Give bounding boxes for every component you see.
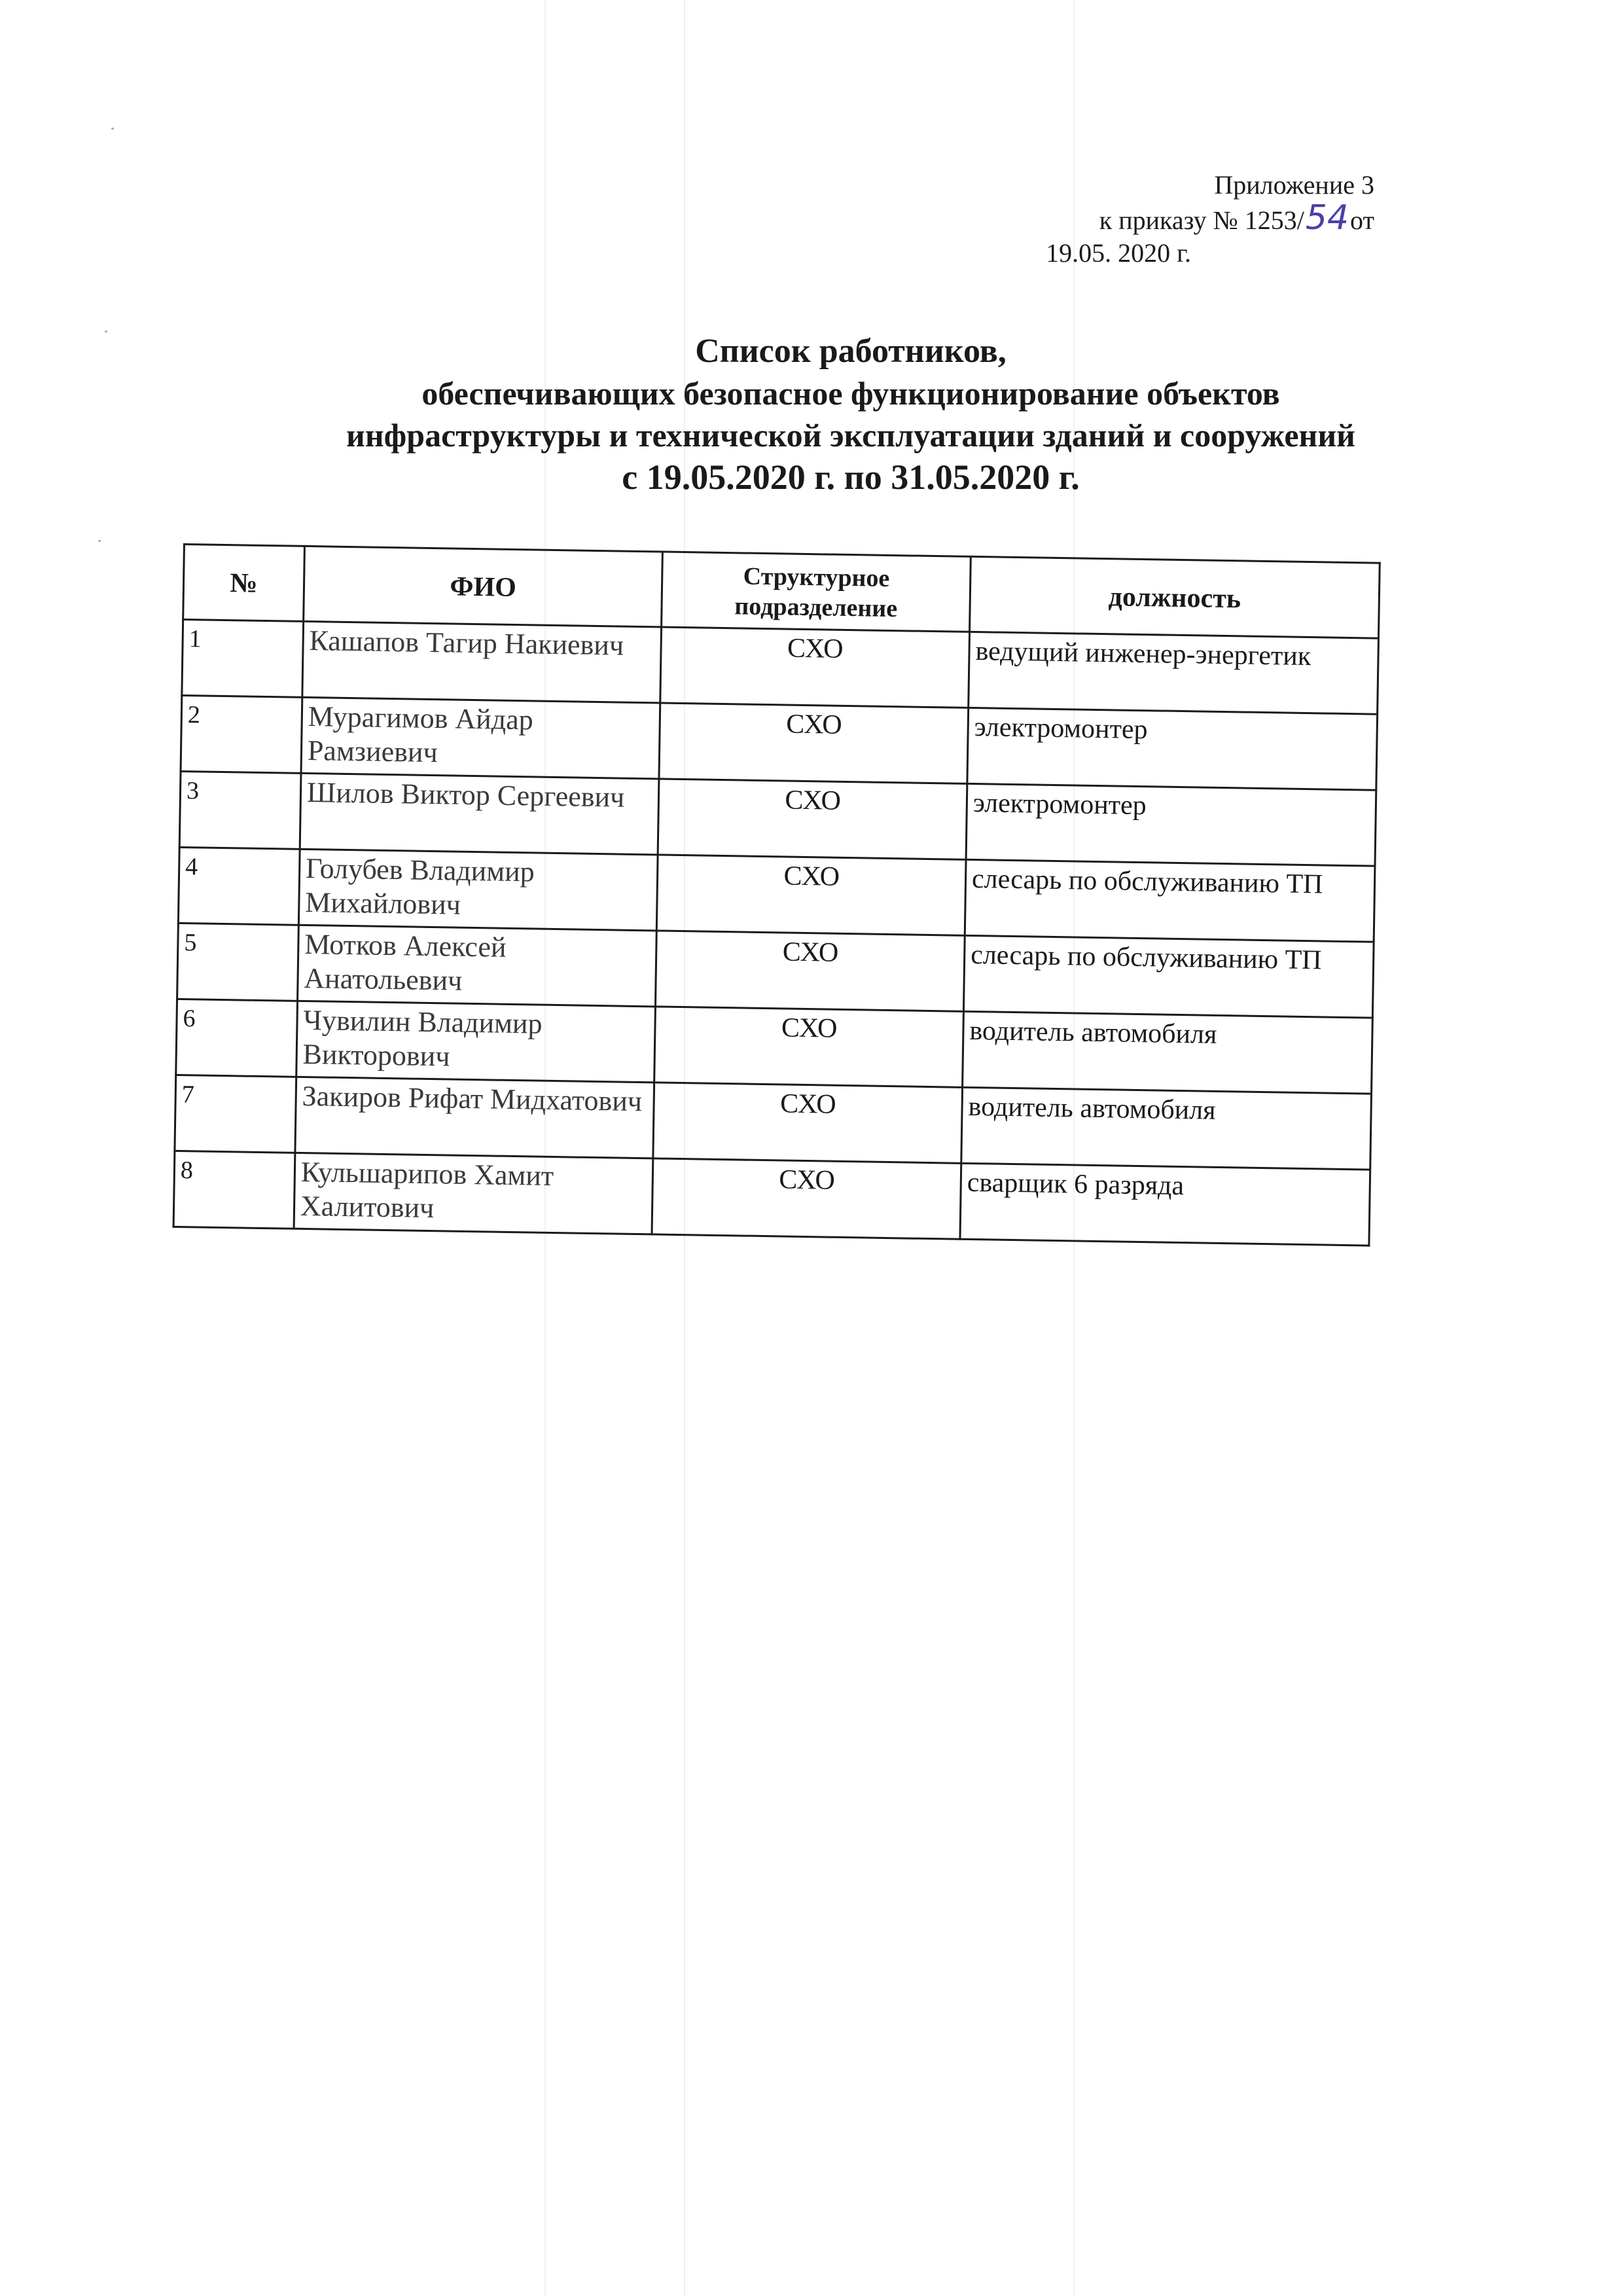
row-number: 8 xyxy=(173,1151,295,1229)
employee-name: Мотков Алексей Анатольевич xyxy=(297,925,656,1007)
employee-position: ведущий инженер-энергетик xyxy=(969,632,1379,714)
employee-position: водитель автомобиля xyxy=(963,1011,1373,1094)
header-department: Структурное подразделение xyxy=(662,552,971,632)
employee-position: водитель автомобиля xyxy=(961,1087,1372,1170)
employee-name: Шилов Виктор Сергеевич xyxy=(300,773,659,855)
employee-position: слесарь по обслуживанию ТП xyxy=(963,935,1374,1018)
title-line-3: инфраструктуры и технической эксплуатации зданий и сооружений xyxy=(346,417,1355,454)
row-number: 5 xyxy=(177,923,299,1001)
order-suffix: от xyxy=(1350,206,1374,235)
row-number: 6 xyxy=(176,999,298,1077)
title-period: с 19.05.2020 г. по 31.05.2020 г. xyxy=(622,457,1080,497)
employee-position: слесарь по обслуживанию ТП xyxy=(965,859,1375,942)
employee-name: Голубев Владимир Михайлович xyxy=(298,849,658,931)
order-handwritten-number: 54 xyxy=(1305,198,1349,238)
order-reference xyxy=(1046,198,1374,238)
row-number: 1 xyxy=(182,620,304,698)
employee-department: СХО xyxy=(657,855,966,935)
scan-speck xyxy=(98,540,101,542)
employee-department: СХО xyxy=(652,1158,961,1239)
row-number: 3 xyxy=(179,771,301,849)
employee-position: сварщик 6 разряда xyxy=(960,1163,1370,1246)
employee-name: Кульшарипов Хамит Халитович xyxy=(294,1153,653,1234)
employee-department: СХО xyxy=(659,703,968,783)
employee-name: Кашапов Тагир Накиевич xyxy=(302,621,662,703)
employee-name: Закиров Рифат Мидхатович xyxy=(295,1077,654,1158)
header-number: № xyxy=(183,545,305,622)
employee-department: СХО xyxy=(654,1007,963,1087)
order-date: 19.05. 2020 г. xyxy=(1046,238,1191,268)
table-body xyxy=(173,620,1378,1246)
employee-position: электромонтер xyxy=(966,783,1376,866)
row-number: 4 xyxy=(178,847,300,925)
employee-department: СХО xyxy=(653,1083,962,1163)
appendix-header xyxy=(1046,169,1374,270)
row-number: 7 xyxy=(175,1075,296,1153)
employee-department: СХО xyxy=(660,627,969,708)
title-line-1: Список работников, xyxy=(695,332,1007,370)
header-full-name: ФИО xyxy=(304,546,663,627)
employee-position: электромонтер xyxy=(967,708,1378,790)
scan-speck xyxy=(105,331,107,332)
document-title xyxy=(249,331,1453,498)
header-position: должность xyxy=(970,556,1380,638)
scan-speck xyxy=(111,128,114,130)
employee-department: СХО xyxy=(656,931,965,1011)
staff-table xyxy=(173,543,1381,1247)
employee-name: Мурагимов Айдар Рамзиевич xyxy=(301,697,660,779)
title-line-2: обеспечивающих безопасное функционирование объектов xyxy=(421,375,1280,412)
employee-department: СХО xyxy=(658,779,967,859)
row-number: 2 xyxy=(181,695,302,773)
appendix-number: Приложение 3 xyxy=(1214,170,1374,200)
employee-name: Чувилин Владимир Викторович xyxy=(296,1001,656,1083)
order-prefix: к приказу № 1253/ xyxy=(1099,206,1304,235)
